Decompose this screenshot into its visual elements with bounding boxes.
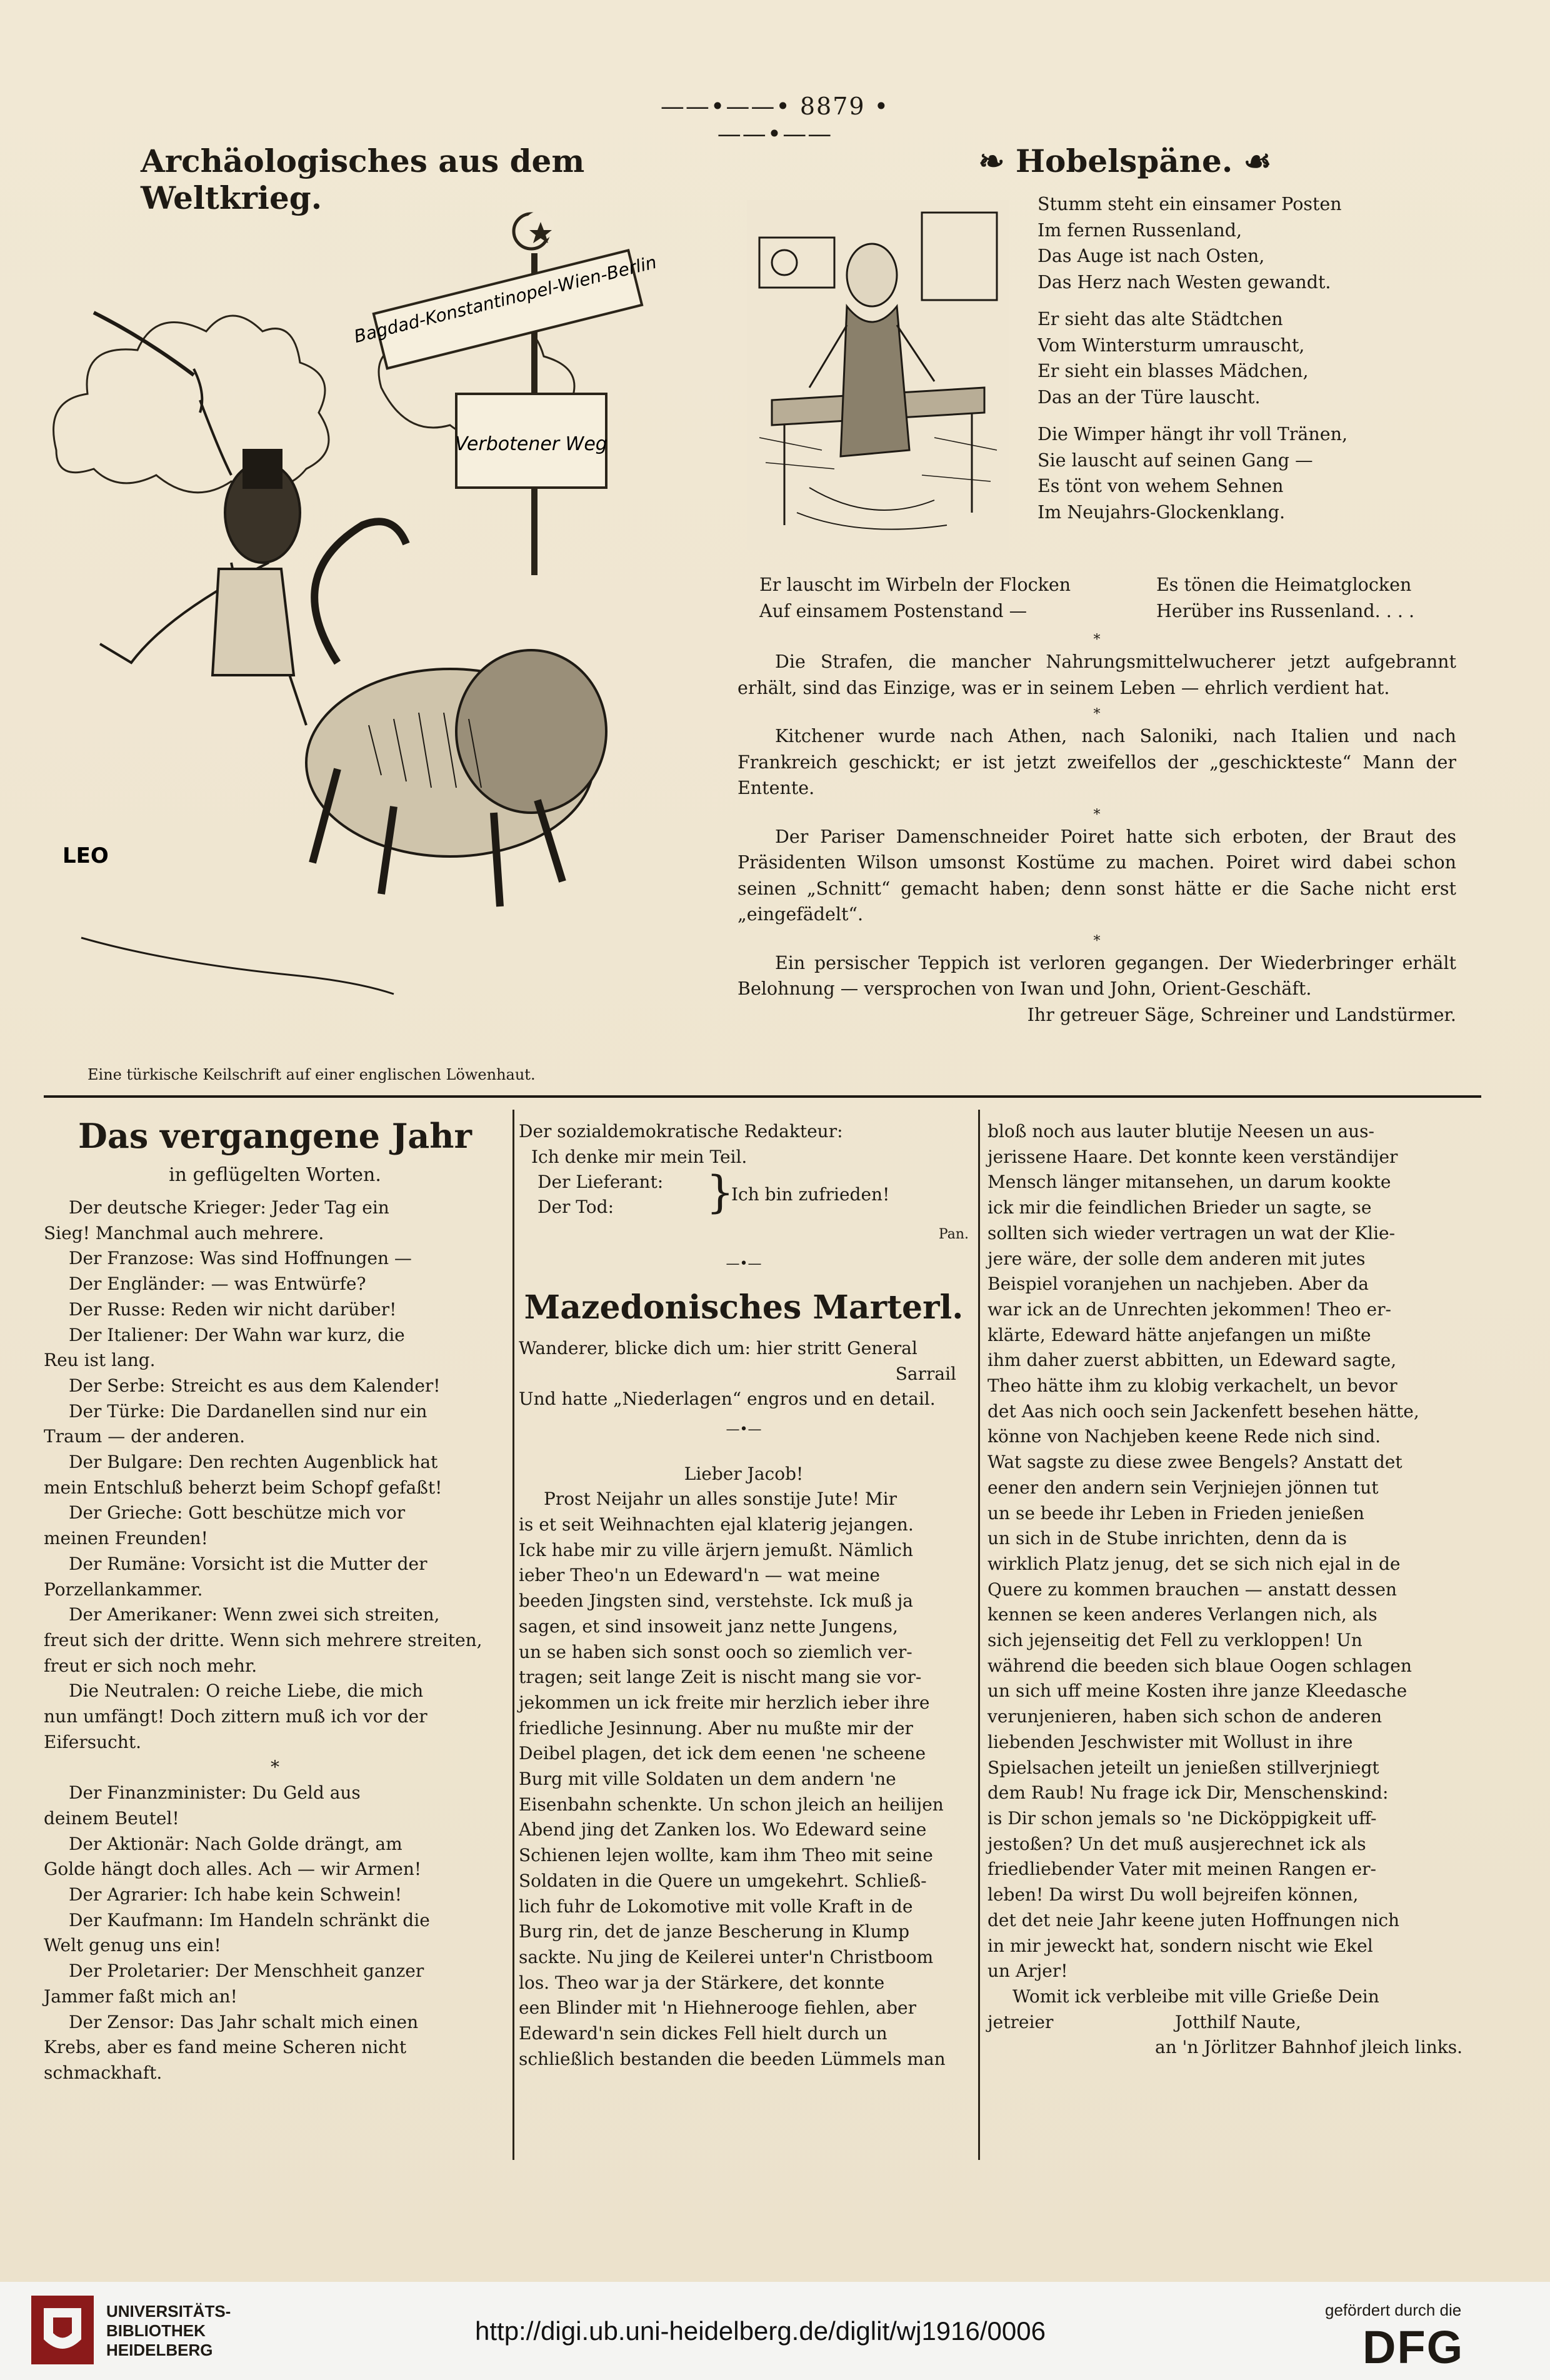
hobelspaene-item-4: Ein persischer Teppich ist verloren gegangen. Der Wiederbringer erhält Belohnung — versprochen von Iwan und John, Orient-Geschäft. [738, 952, 1456, 999]
right-column-line: bloß noch aus lauter blutije Neesen un aus- [988, 1121, 1374, 1142]
jahr-title: Das vergangene Jahr [78, 1116, 472, 1156]
letter-line: een Blinder mit 'n Hiehnerooge fiehlen, aber [519, 1997, 916, 2019]
right-column-line: war ick an de Unrechten jekommen! Theo er- [988, 1298, 1391, 1320]
zufrieden-text: Ich bin zufrieden! [731, 1184, 890, 1205]
ornament-divider: —•— [726, 1421, 762, 1437]
jahr-line: meinen Freunden! [44, 1528, 208, 1549]
right-column-line: friedliebender Vater mit meinen Rangen er- [988, 1859, 1377, 1880]
marterl-line: Wanderer, blicke dich um: hier stritt General [519, 1337, 918, 1358]
ornament-right: •——•—— [717, 93, 890, 148]
poem-line: Es tönt von wehem Sehnen [1038, 476, 1284, 496]
right-column-line: liebenden Jeschwister mit Wollust in ihre [988, 1731, 1353, 1752]
signpost-text: Bagdad-Konstantinopel-Wien-Berlin [352, 251, 659, 348]
letter-line: Ick habe mir zu ville ärjern jemußt. Nämlich [519, 1539, 913, 1560]
right-column-line: leben! Da wirst Du woll bejreifen können, [988, 1884, 1359, 1906]
right-column-line: Womit ick verbleibe mit ville Grieße Dein [1012, 1986, 1379, 2007]
right-column-line: ick mir die feindlichen Brieder un sagte, se [988, 1197, 1372, 1218]
poem-line: Das an der Türe lauscht. [1038, 386, 1261, 408]
jahr-line: Der Proletarier: Der Menschheit ganzer [69, 1961, 424, 1982]
right-column-line: kennen se keen anderes Verlangen nich, als [988, 1604, 1378, 1625]
jahr-line: Der Amerikaner: Wenn zwei sich streiten, [69, 1604, 440, 1625]
forbidden-sign-text: Verbotener Weg [455, 433, 608, 455]
marterl-line: Und hatte „Niederlagen“ engros und en detail. [519, 1388, 936, 1410]
column-rule-2 [978, 1110, 980, 2160]
forbidden-sign [455, 394, 608, 488]
poem-line: Das Auge ist nach Osten, [1038, 246, 1265, 266]
right-column-line: sich jejenseitig det Fell zu verkloppen! Un [988, 1630, 1362, 1651]
library-line: HEIDELBERG [106, 2341, 213, 2359]
jahr-line: Porzellankammer. [44, 1579, 203, 1600]
letter-line: Schienen lejen wollte, kam ihm Theo mit seine [519, 1845, 933, 1866]
poem-line: Auf einsamem Postenstand — [759, 600, 1028, 621]
jahr-line: Der Agrarier: Ich habe kein Schwein! [69, 1884, 402, 1905]
right-column-line: könne von Nachjeben keene Rede nich sind. [988, 1426, 1381, 1447]
letter-line: Burg rin, det de janze Bescherung in Klump [519, 1921, 910, 1942]
lieferant-block [519, 1167, 969, 1222]
page-number: 8879 [799, 93, 866, 120]
poem-line: Vom Wintersturm umrauscht, [1038, 334, 1305, 356]
turk-figure [94, 313, 306, 725]
ornament-divider: —•— [726, 1256, 762, 1272]
jahr-line: freut sich der dritte. Wenn sich mehrere streiten, [44, 1629, 482, 1650]
right-column-line: Quere zu kommen brauchen — anstatt dessen [988, 1579, 1397, 1600]
jahr-line: Der Zensor: Das Jahr schalt mich einen [69, 2011, 419, 2032]
cartoon-illustration [44, 188, 700, 1057]
right-column-line: in mir jeweckt hat, sondern nischt wie Ekel [988, 1935, 1373, 1956]
jahr-line: Der Engländer: — was Entwürfe? [69, 1273, 366, 1295]
jahr-line: Sieg! Manchmal auch mehrere. [44, 1222, 324, 1243]
right-column-line: klärte, Edeward hätte anjefangen un mißte [988, 1324, 1371, 1345]
marterl-title: Mazedonisches Marterl. [524, 1288, 964, 1327]
university-seal-icon [31, 2296, 94, 2364]
separator-star: * [1093, 806, 1101, 823]
crescent-icon [514, 211, 554, 249]
letter-line: sagen, et sind insoweit janz nette Jungens, [519, 1615, 898, 1637]
poem-line: Er lauscht im Wirbeln der Flocken [759, 575, 1071, 595]
letter-line: Eisenbahn schenkte. Un schon jleich an heilijen [519, 1794, 944, 1815]
sozi-line: Ich denke mir mein Teil. [531, 1146, 748, 1167]
right-column-line: Wat sagste zu diese zwee Bengels? Anstatt det [988, 1452, 1402, 1473]
page-number-line [650, 93, 900, 148]
closing-line [988, 2010, 1462, 2035]
middle-column [519, 1119, 969, 2072]
closing-name: Jotthilf Naute, [1175, 2011, 1301, 2032]
jahr-line: Die Neutralen: O reiche Liebe, die mich [69, 1680, 424, 1702]
right-column-line: det Aas nich ooch sein Jackenfett besehen hätte, [988, 1400, 1419, 1422]
poem-line: Im fernen Russenland, [1038, 219, 1242, 241]
jahr-line: deinem Beutel! [44, 1807, 179, 1829]
right-column-line: jestoßen? Un det muß ausjerechnet ick als [988, 1833, 1366, 1854]
poem-line: Er sieht das alte Städtchen [1038, 309, 1283, 329]
flourish-left-icon: ❧ [978, 143, 1016, 179]
letter-line: los. Theo war ja der Stärkere, det konnte [519, 1972, 885, 1993]
letter-line: tragen; seit lange Zeit is nischt mang sie vor- [519, 1667, 922, 1688]
letter-line: un se haben sich sonst ooch so ziemlich ver- [519, 1641, 912, 1662]
letter-line: Edeward'n sein dickes Fell hielt durch un [519, 2023, 888, 2044]
right-column-line: Mensch länger mitansehen, un darum kookte [988, 1172, 1391, 1193]
poem-stanza-3 [1038, 421, 1462, 525]
separator-star: * [271, 1757, 279, 1778]
right-column-body [988, 1119, 1462, 2010]
poem-last-left [759, 572, 1109, 624]
letter-greeting: Lieber Jacob! [684, 1463, 804, 1484]
jahr-line: Der Kaufmann: Im Handeln schränkt die [69, 1909, 430, 1931]
right-column-line: während die beeden sich blaue Oogen schlagen [988, 1655, 1412, 1676]
right-column-line: ihm daher zuerst abbitten, un Edeward sagte, [988, 1350, 1397, 1371]
tod-label: Der Tod: [538, 1197, 614, 1218]
right-column-line: un sich uff meine Kosten ihre janze Kleedasche [988, 1680, 1408, 1702]
right-column-line: is Dir schon jemals so 'ne Dicköppigkeit uff- [988, 1807, 1377, 1829]
library-name [106, 2302, 231, 2360]
right-column-line: eener den andern sein Verjniejen jönnen tut [988, 1477, 1379, 1498]
right-column-line: sollten sich wieder vertragen un wat der Klie- [988, 1222, 1396, 1243]
letter-line: Deibel plagen, det ick dem eenen 'ne scheene [519, 1743, 926, 1764]
jahr-line: Der Serbe: Streicht es aus dem Kalender! [69, 1375, 441, 1396]
hobelspaene-item-3: Der Pariser Damenschneider Poiret hatte sich erboten, der Braut des Präsidenten Wilson umsonst Kostüme zu machen. Poiret wird dabei schon seinen „Schnitt“ gemacht haben; denn sonst hätte er die Sache nicht erst „eingefädelt“. [738, 826, 1456, 925]
poem-stanzas [1038, 191, 1462, 525]
carpenter-illustration [747, 200, 1009, 550]
right-column-line: jere wäre, der solle dem anderen mit jutes [988, 1248, 1366, 1269]
source-url-link[interactable]: http://digi.ub.uni-heidelberg.de/diglit/wj1916/0006 [475, 2316, 1046, 2346]
jahr-line: Der Grieche: Gott beschütze mich vor [69, 1502, 406, 1524]
letter-line: beeden Jingsten sind, verstehste. Ick muß ja [519, 1590, 913, 1612]
letter-line: jekommen un ick freite mir herzlich ieber ihre [519, 1692, 930, 1713]
letter-line: Prost Neijahr un alles sonstije Jute! Mir [544, 1489, 897, 1510]
jahr-subtitle: in geflügelten Worten. [169, 1164, 381, 1186]
letter-line: ieber Theo'n un Edeward'n — wat meine [519, 1565, 880, 1586]
lion-figure [306, 521, 606, 906]
marterl-line: Sarrail [895, 1363, 956, 1384]
poem-line: Im Neujahrs-Glockenklang. [1038, 501, 1286, 523]
hobelspaene-item-1: Die Strafen, die mancher Nahrungsmittelwucherer jetzt aufgebrannt erhält, sind das Einzige, was er in seinem Leben — ehrlich verdient hat. [738, 651, 1456, 698]
letter-line: Burg mit ville Soldaten un dem andern 'ne [519, 1769, 896, 1790]
right-column-line: dem Raub! Nu frage ick Dir, Menschenskind: [988, 1782, 1389, 1804]
hobelspaene-item-2: Kitchener wurde nach Athen, nach Saloniki, nach Italien und nach Frankreich geschickt; er ist jetzt zweifellos der „geschickteste“ Mann der Entente. [738, 726, 1456, 798]
letter-line: schließlich bestanden die beeden Lümmels man [519, 2048, 946, 2069]
funded-by-text: gefördert durch die [1325, 2301, 1462, 2319]
jahr-line: Welt genug uns ein! [44, 1935, 221, 1956]
cartoon-title: Archäologisches aus dem Weltkrieg. [141, 143, 585, 216]
cartoon-caption: Eine türkische Keilschrift auf einer englischen Löwenhaut. [88, 1066, 536, 1083]
ornament-left: ——•——• [660, 93, 800, 120]
jahr-line: Der Russe: Reden wir nicht darüber! [69, 1298, 397, 1320]
right-column-line: Theo hätte ihm zu klobig verkachelt, un bevor [988, 1375, 1398, 1397]
right-column-line: jerissene Haare. Det konnte keen verständijer [988, 1146, 1398, 1167]
jahr-line: Golde hängt doch alles. Ach — wir Armen! [44, 1859, 422, 1880]
letter-line: lich fuhr de Lokomotive mit volle Kraft in de [519, 1895, 913, 1917]
right-column-line: wirklich Platz jenug, det se sich nich ejal in de [988, 1553, 1401, 1574]
right-column-line: verunjenieren, haben sich schon de anderen [988, 1706, 1382, 1727]
hobelspaene-items [738, 631, 1456, 1028]
poem-last-right [1156, 572, 1469, 624]
jahr-line: Jammer faßt mich an! [44, 1986, 238, 2007]
poem-line: Sie lauscht auf seinen Gang — [1038, 449, 1313, 471]
poem-line: Die Wimper hängt ihr voll Tränen, [1038, 424, 1348, 444]
jahr-line: Traum — der anderen. [44, 1426, 246, 1447]
library-line: BIBLIOTHEK [106, 2321, 206, 2340]
jahr-line: Der Rumäne: Vorsicht ist die Mutter der [69, 1553, 428, 1574]
right-column [988, 1119, 1462, 2060]
lieferant-label: Der Lieferant: [538, 1172, 664, 1193]
closing-address: an 'n Jörlitzer Bahnhof jleich links. [1155, 2036, 1462, 2057]
library-line: UNIVERSITÄTS- [106, 2302, 231, 2321]
artist-signature: LEO [62, 843, 109, 868]
jahr-line: Der Franzose: Was sind Hoffnungen — [69, 1248, 412, 1269]
hobelspaene-signature: Ihr getreuer Säge, Schreiner und Landstürmer. [1027, 1004, 1456, 1025]
closing-left: jetreier [988, 2011, 1054, 2032]
hobelspaene-title: Hobelspäne. [1015, 143, 1233, 179]
poem-stanza-2 [1038, 306, 1462, 410]
flourish-right-icon: ☙ [1232, 143, 1272, 179]
jahr-line: Krebs, aber es fand meine Scheren nicht [44, 2037, 407, 2058]
jahr-line: Eifersucht. [44, 1731, 141, 1752]
letter-line: is et seit Weihnachten ejal klaterig jejangen. [519, 1514, 914, 1535]
poem-line: Das Herz nach Westen gewandt. [1038, 271, 1331, 293]
footer-bar [0, 2282, 1550, 2380]
separator-star: * [1093, 706, 1101, 722]
sozi-line: Der sozialdemokratische Redakteur: [519, 1121, 843, 1142]
author-pan: Pan. [938, 1227, 969, 1243]
poem-line: Er sieht ein blasses Mädchen, [1038, 361, 1309, 381]
jahr-line: Der deutsche Krieger: Jeder Tag ein [69, 1197, 389, 1218]
letter-line: sackte. Nu jing de Keilerei unter'n Christboom [519, 1946, 934, 1967]
jahr-line: freut er sich noch mehr. [44, 1655, 258, 1676]
signpost-board [350, 244, 665, 374]
jahr-line: Der Bulgare: Den rechten Augenblick hat [69, 1452, 438, 1473]
right-column-line: Beispiel voranjehen un nachjeben. Aber da [988, 1273, 1369, 1295]
dfg-logo: DFG [1362, 2321, 1464, 2373]
letter-body [519, 1487, 969, 2072]
jahr-line: nun umfängt! Doch zittern muß ich vor der [44, 1706, 428, 1727]
poem-line: Herüber ins Russenland. . . . [1156, 600, 1415, 621]
right-column-line: un se beede ihr Leben in Frieden jenießen [988, 1502, 1364, 1524]
poem-stanza-1 [1038, 191, 1462, 295]
jahr-line: Der Aktionär: Nach Golde drängt, am [69, 1833, 402, 1854]
jahr-line: Der Italiener: Der Wahn war kurz, die [69, 1324, 405, 1345]
brace-icon: } [706, 1167, 734, 1218]
jahr-line: Der Türke: Die Dardanellen sind nur ein [69, 1400, 428, 1422]
right-column-line: un sich in de Stube inrichten, denn da is [988, 1528, 1348, 1549]
right-column-line: un Arjer! [988, 1961, 1068, 1982]
jahr-line: mein Entschluß beherzt beim Schopf gefaßt! [44, 1477, 442, 1498]
column-rule-1 [512, 1110, 514, 2160]
letter-line: friedliche Jesinnung. Aber nu mußte mir der [519, 1717, 913, 1739]
hobelspaene-title-row [969, 143, 1281, 179]
letter-line: Abend jing det Zanken los. Wo Edeward seine [519, 1819, 927, 1840]
jahr-line: schmackhaft. [44, 2062, 162, 2083]
poem-line: Stumm steht ein einsamer Posten [1038, 194, 1342, 214]
separator-star: * [1093, 632, 1101, 648]
right-column-line: Spielsachen jeteilt un jenießen stillverjniegt [988, 1757, 1379, 1778]
jahr-line: Der Finanzminister: Du Geld aus [69, 1782, 361, 1804]
separator-star: * [1093, 933, 1101, 949]
jahr-list [44, 1195, 506, 2086]
poem-line: Es tönen die Heimatglocken [1156, 575, 1412, 595]
jahr-line: Reu ist lang. [44, 1350, 156, 1371]
section-divider [44, 1095, 1481, 1098]
right-column-line: det det neie Jahr keene juten Hoffnungen nich [988, 1909, 1400, 1931]
letter-line: Soldaten in die Quere un umgekehrt. Schließ- [519, 1870, 927, 1891]
